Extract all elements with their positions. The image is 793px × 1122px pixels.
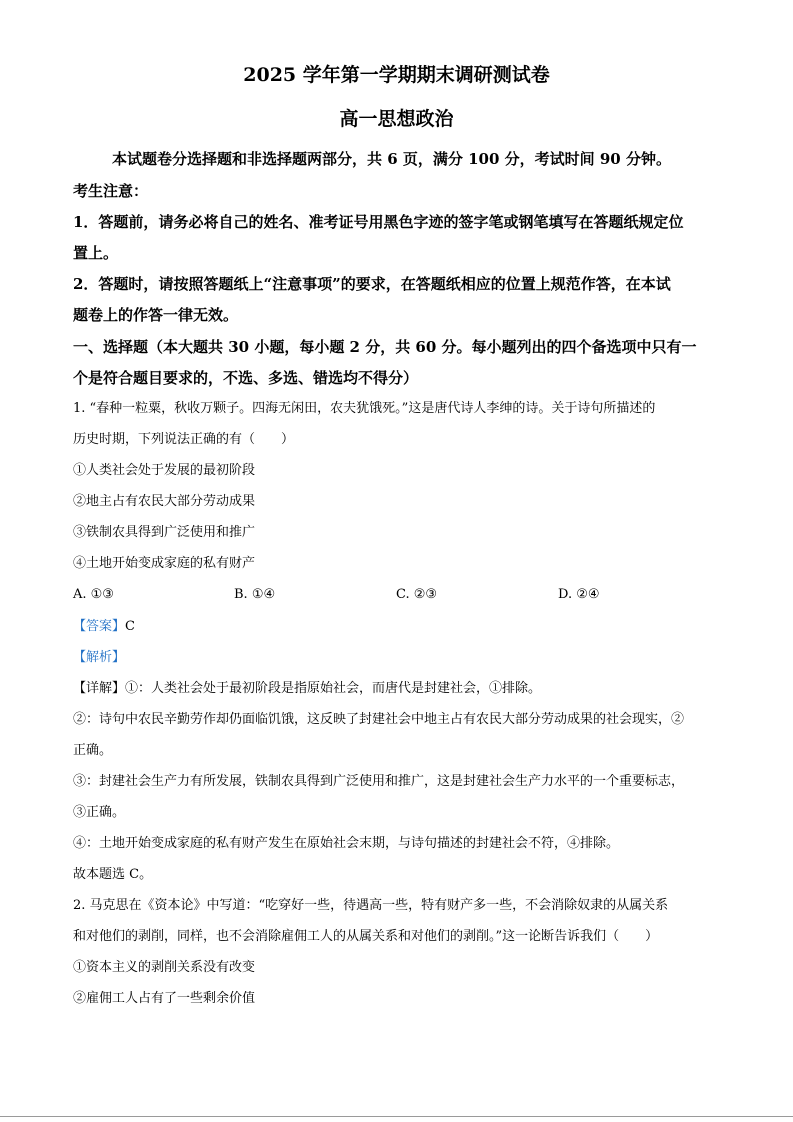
q1-option-c: C. ②③ (396, 587, 438, 602)
q1-detail-line-3: 正确。 (73, 743, 113, 758)
exam-title: 2025 学年第一学期期末调研测试卷 (243, 64, 550, 86)
q2-statement-2: ②雇佣工人占有了一些剩余价值 (73, 991, 256, 1006)
q2-stem-line-1: 2. 马克思在《资本论》中写道：“吃穿好一些，待遇高一些，特有财产多一些，不会消除奴隶的从属关系 (73, 898, 669, 913)
q2-statement-1: ①资本主义的剥削关系没有改变 (73, 960, 256, 975)
section-heading-line-1: 一、选择题（本大题共 30 小题，每小题 2 分，共 60 分。每小题列出的四个备选项中只有一 (73, 338, 697, 356)
q1-statement-3: ③铁制农具得到广泛使用和推广 (73, 525, 256, 540)
page-bottom-divider (0, 1116, 793, 1117)
q1-detail-line-4: ③：封建社会生产力有所发展，铁制农具得到广泛使用和推广，这是封建社会生产力水平的一个重要标志， (73, 774, 685, 789)
notice-item-2-line-1: 2．答题时，请按照答题纸上“注意事项”的要求，在答题纸相应的位置上规范作答，在本试 (73, 275, 671, 293)
q1-option-a: A. ①③ (73, 587, 114, 602)
answer-value: C (125, 619, 135, 634)
q1-statement-1: ①人类社会处于发展的最初阶段 (73, 463, 256, 478)
notice-item-1-line-2: 置上。 (73, 244, 119, 262)
q1-stem-line-1: 1. “春种一粒粟，秋收万颗子。四海无闲田，农夫犹饿死。”这是唐代诗人李绅的诗。关于诗句所描述的 (73, 401, 656, 416)
q1-statement-4: ④土地开始变成家庭的私有财产 (73, 556, 256, 571)
q1-detail-line-5: ③正确。 (73, 805, 126, 820)
q2-stem-line-2: 和对他们的剥削，同样，也不会消除雇佣工人的从属关系和对他们的剥削。”这一论断告诉我们（ ） (73, 929, 659, 944)
q1-option-b: B. ①④ (234, 587, 276, 602)
analysis-label: 【解析】 (73, 650, 126, 665)
q1-detail-line-2: ②：诗句中农民辛勤劳作却仍面临饥饿，这反映了封建社会中地主占有农民大部分劳动成果的社会现实，② (73, 712, 685, 727)
q1-detail-line-1: 【详解】①：人类社会处于最初阶段是指原始社会，而唐代是封建社会，①排除。 (73, 681, 542, 696)
exam-summary: 本试题卷分选择题和非选择题两部分，共 6 页，满分 100 分，考试时间 90 分钟。 (112, 150, 671, 168)
notice-item-1-line-1: 1．答题前，请务必将自己的姓名、准考证号用黑色字迹的签字笔或钢笔填写在答题纸规定位 (73, 213, 684, 231)
q1-option-d: D. ②④ (558, 587, 600, 602)
section-heading-line-2: 个是符合题目要求的，不选、多选、错选均不得分） (73, 369, 419, 387)
q1-conclusion: 故本题选 C。 (73, 867, 153, 882)
notice-item-2-line-2: 题卷上的作答一律无效。 (73, 306, 239, 324)
q1-statement-2: ②地主占有农民大部分劳动成果 (73, 494, 256, 509)
notice-heading: 考生注意： (73, 182, 149, 200)
q1-answer (73, 617, 135, 637)
subject-title: 高一思想政治 (339, 108, 454, 130)
answer-label: 【答案】 (73, 619, 126, 634)
q1-detail-line-6: ④：土地开始变成家庭的私有财产发生在原始社会末期，与诗句描述的封建社会不符，④排除。 (73, 836, 620, 851)
q1-stem-line-2: 历史时期，下列说法正确的有（ ） (73, 432, 295, 447)
